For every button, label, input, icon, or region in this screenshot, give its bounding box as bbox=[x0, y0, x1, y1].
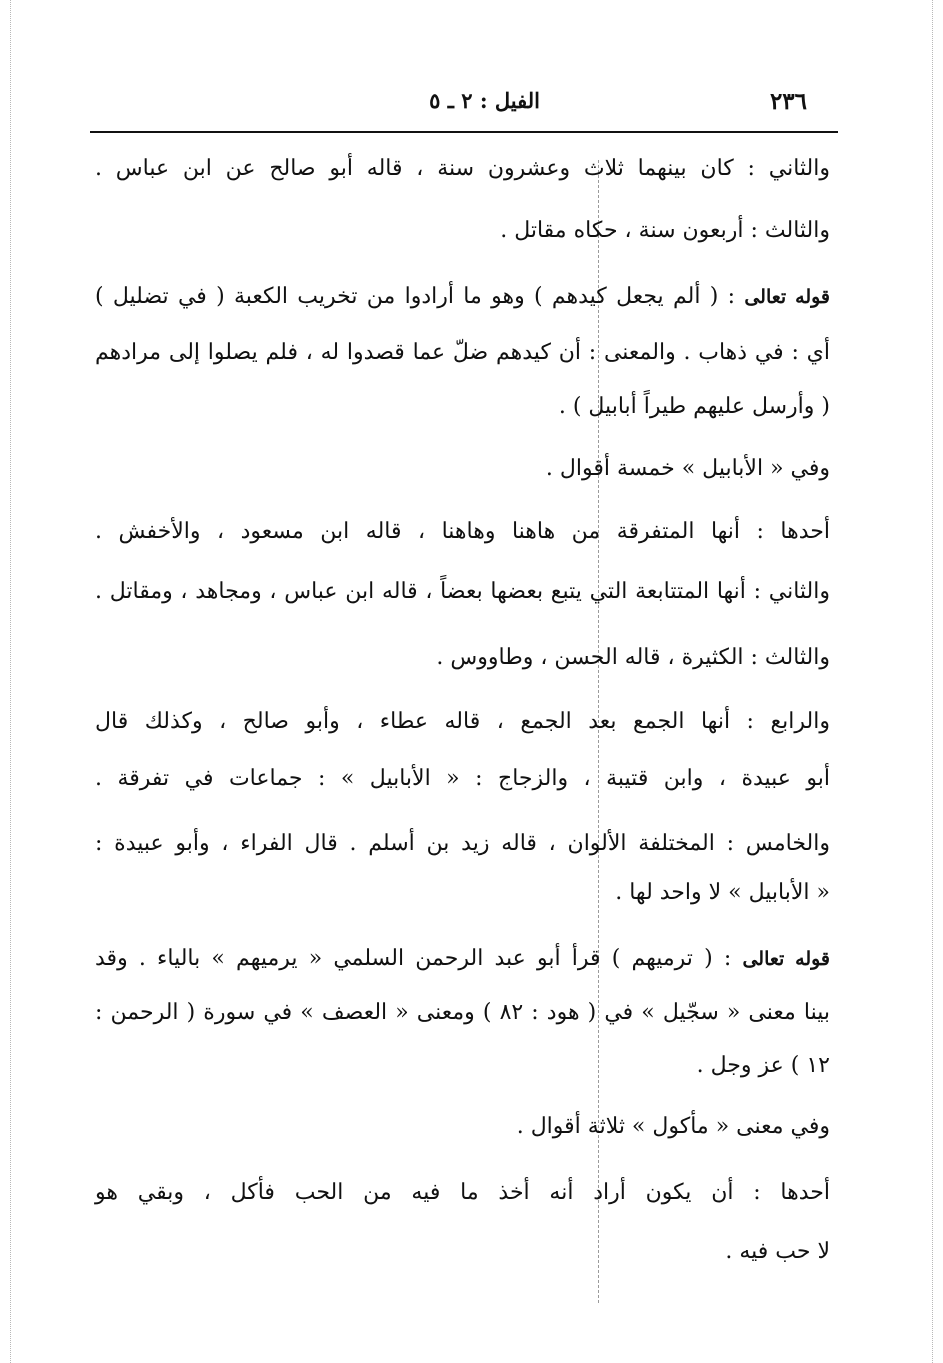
text-line: أحدها : أن يكون أراد أنه أخذ ما فيه من الحب فأكل ، وبقي هو bbox=[95, 1180, 830, 1205]
keyword-qawluhu: قوله تعالى bbox=[744, 286, 831, 308]
text-line: والرابع : أنها الجمع بعد الجمع ، قاله عطاء ، وأبو صالح ، وكذلك قال bbox=[95, 709, 830, 734]
page-header bbox=[90, 88, 835, 126]
text-line: ( وأرسل عليهم طيراً أبابيل ) . bbox=[558, 394, 830, 419]
scan-guide-line-right bbox=[932, 0, 933, 1363]
header-rule bbox=[90, 131, 838, 133]
text-line: أبو عبيدة ، وابن قتيبة ، والزجاج : « الأبابيل » : جماعات في تفرقة . bbox=[95, 766, 830, 791]
text-line: والثاني : كان بينهما ثلاث وعشرون سنة ، قاله أبو صالح عن ابن عباس . bbox=[95, 156, 830, 181]
text-line: والخامس : المختلفة الألوان ، قاله زيد بن أسلم . قال الفراء ، وأبو عبيدة : bbox=[95, 831, 830, 856]
page-number: ٢٣٦ bbox=[769, 88, 807, 115]
text-line: قوله تعالى : ( ترميهم ) قرأ أبو عبد الرحمن السلمي « يرميهم » بالياء . وقد bbox=[95, 946, 831, 971]
text-line: وفي معنى « مأكول » ثلاثة أقوال . bbox=[516, 1114, 830, 1139]
text-line: « الأبابيل » لا واحد لها . bbox=[615, 880, 830, 905]
text-line: بينا معنى « سجّيل » في ( هود : ٨٢ ) ومعنى « العصف » في سورة ( الرحمن : bbox=[95, 1000, 831, 1025]
text-line: والثالث : الكثيرة ، قاله الحسن ، وطاووس . bbox=[436, 645, 830, 670]
text-line: والثالث : أربعون سنة ، حكاه مقاتل . bbox=[500, 218, 830, 243]
running-title: الفيل : ٢ ـ ٥ bbox=[429, 88, 540, 113]
text-line: أي : في ذهاب . والمعنى : أن كيدهم ضلّ عما قصدوا له ، فلم يصلوا إلى مرادهم bbox=[95, 340, 830, 365]
text-line: لا حب فيه . bbox=[725, 1239, 830, 1264]
text-line: ١٢ ) عز وجل . bbox=[696, 1053, 830, 1078]
scan-guide-line-left bbox=[10, 0, 11, 1363]
keyword-qawluhu: قوله تعالى bbox=[742, 948, 831, 970]
text-line: أحدها : أنها المتفرقة من هاهنا وهاهنا ، قاله ابن مسعود ، والأخفش . bbox=[95, 519, 830, 544]
text-line: وفي « الأبابيل » خمسة أقوال . bbox=[545, 456, 830, 481]
text-line: والثاني : أنها المتتابعة التي يتبع بعضها بعضاً ، قاله ابن عباس ، ومجاهد ، ومقاتل . bbox=[95, 579, 830, 604]
text-line: قوله تعالى : ( ألم يجعل كيدهم ) وهو ما أرادوا من تخريب الكعبة ( في تضليل ) bbox=[95, 284, 831, 309]
